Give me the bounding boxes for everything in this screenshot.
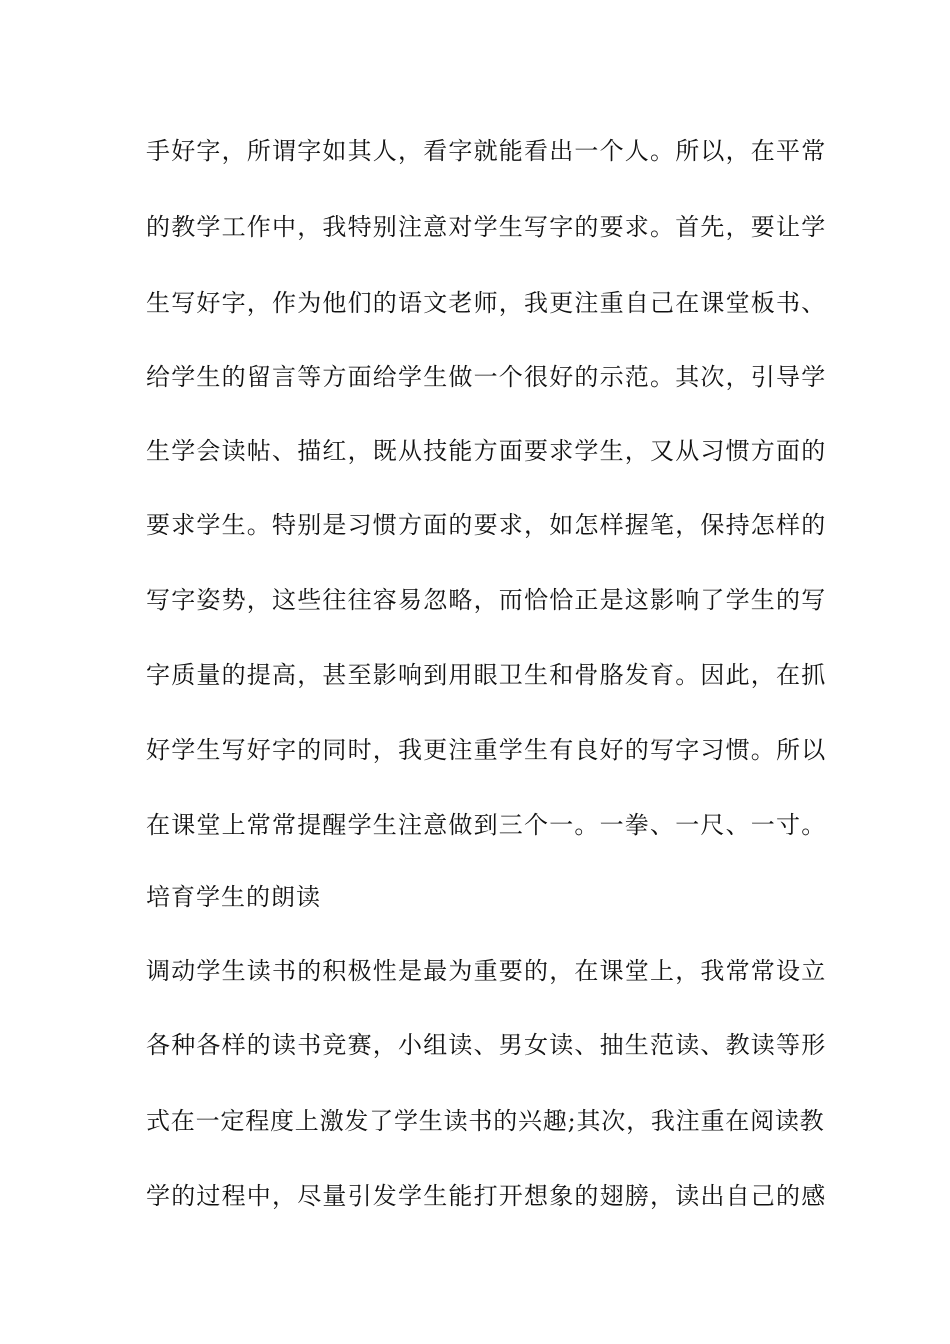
text-line: 式在一定程度上激发了学生读书的兴趣;其次，我注重在阅读教 <box>146 1107 825 1135</box>
text-line: 手好字，所谓字如其人，看字就能看出一个人。所以，在平常 <box>146 137 827 165</box>
section-heading: 培育学生的朗读 <box>146 883 321 911</box>
text-line: 各种各样的读书竞赛，小组读、男女读、抽生范读、教读等形 <box>146 1031 827 1059</box>
text-line: 字质量的提高，甚至影响到用眼卫生和骨胳发育。因此，在抓 <box>146 661 827 689</box>
text-line: 的教学工作中，我特别注意对学生写字的要求。首先，要让学 <box>146 213 827 241</box>
text-line: 写字姿势，这些往往容易忽略，而恰恰正是这影响了学生的写 <box>146 586 827 614</box>
text-line: 生写好字，作为他们的语文老师，我更注重自己在课堂板书、 <box>146 289 827 317</box>
text-line: 调动学生读书的积极性是最为重要的，在课堂上，我常常设立 <box>146 957 827 985</box>
text-line: 要求学生。特别是习惯方面的要求，如怎样握笔，保持怎样的 <box>146 511 827 539</box>
text-line: 学的过程中，尽量引发学生能打开想象的翅膀，读出自己的感 <box>146 1182 827 1210</box>
text-line: 给学生的留言等方面给学生做一个很好的示范。其次，引导学 <box>146 363 827 391</box>
text-line: 在课堂上常常提醒学生注意做到三个一。一拳、一尺、一寸。 <box>146 811 827 839</box>
text-line: 生学会读帖、描红，既从技能方面要求学生，又从习惯方面的 <box>146 437 827 465</box>
text-line: 好学生写好字的同时，我更注重学生有良好的写字习惯。所以 <box>146 736 827 764</box>
